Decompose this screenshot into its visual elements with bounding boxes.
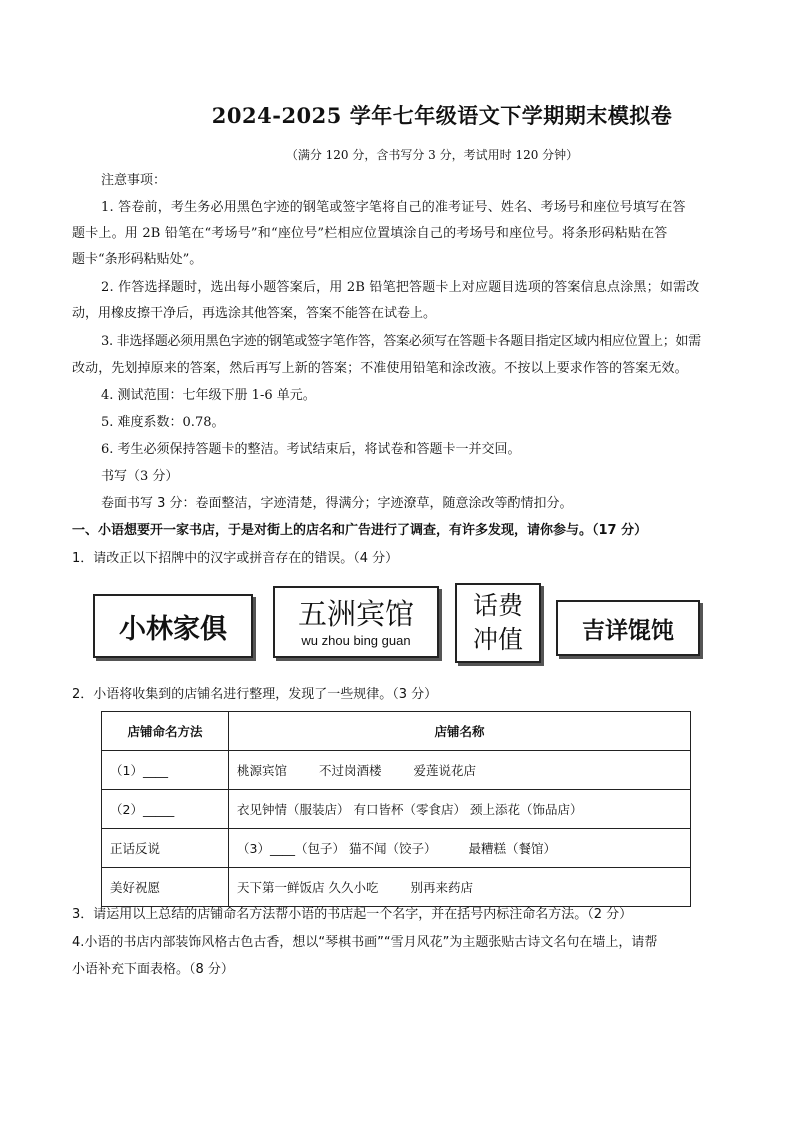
shop-name: 不过岗酒楼	[319, 763, 382, 778]
table-cell-method: （1）____	[102, 751, 229, 790]
shop-name: 最糟糕（餐馆）	[468, 841, 556, 856]
section-1-heading: 一、小语想要开一家书店，于是对街上的店名和广告进行了调查，有许多发现，请你参与。（17 分）	[72, 523, 648, 538]
question-4a: 4.小语的书店内部装饰风格古色古香，想以“琴棋书画”“雪月风花”为主题张贴古诗文名句在墙上，请帮	[72, 935, 658, 950]
shop-name: 有口皆杯（零食店）	[353, 802, 467, 817]
notice-item-1b: 题卡上。用 2B 铅笔在“考场号”和“座位号”栏相应位置填涂自己的考场号和座位号。将条形码粘贴在答	[72, 226, 668, 241]
signboard-hotel	[273, 586, 439, 658]
signboard-phone-credit-line-2: 冲值	[472, 625, 523, 654]
signboard-phone-credit-line-1: 话费	[472, 591, 523, 620]
table-cell-method: （2）_____	[102, 790, 229, 829]
writing-text: 卷面书写 3 分：卷面整洁，字迹清楚，得满分；字迹潦草，随意涂改等酌情扣分。	[101, 496, 573, 511]
table-cell-names	[229, 751, 691, 790]
table-cell-method: 美好祝愿	[102, 868, 229, 907]
notice-item-2b: 动，用橡皮擦干净后，再选涂其他答案，答案不能答在试卷上。	[72, 306, 437, 321]
shop-name: 天下第一鲜饭店	[237, 880, 325, 895]
shop-name: 颈上添花（饰品店）	[470, 802, 583, 817]
exam-title: 2024-2025 学年七年级语文下学期期末模拟卷	[211, 103, 673, 128]
writing-heading: 书写（3 分）	[101, 469, 179, 484]
exam-subtitle: （满分 120 分，含书写分 3 分，考试用时 120 分钟）	[285, 148, 579, 162]
table-cell-names	[229, 790, 691, 829]
signboard-phone-credit	[455, 583, 541, 663]
signboard-hotel-name: 五洲宾馆	[297, 597, 414, 631]
table-row	[102, 868, 691, 907]
question-1: 1．请改正以下招牌中的汉字或拼音存在的错误。（4 分）	[72, 551, 399, 566]
signboard-images	[89, 580, 709, 676]
shop-name: 爱莲说花店	[413, 763, 477, 778]
table-cell-method: 正话反说	[102, 829, 229, 868]
question-3: 3．请运用以上总结的店铺命名方法帮小语的书店起一个名字，并在括号内标注命名方法。（2 分）	[72, 907, 633, 922]
table-row	[102, 829, 691, 868]
signboard-furniture: 小林家俱	[93, 594, 253, 658]
table-row	[102, 751, 691, 790]
signboard-wonton: 吉详馄饨	[556, 600, 700, 656]
notice-heading: 注意事项：	[101, 173, 167, 188]
signboard-hotel-pinyin: wu zhou bing guan	[301, 633, 411, 648]
table-cell-names	[229, 868, 691, 907]
table-header-row	[102, 712, 691, 751]
notice-item-6: 6. 考生必须保持答题卡的整洁。考试结束后，将试卷和答题卡一并交回。	[101, 442, 521, 457]
question-2: 2．小语将收集到的店铺名进行整理，发现了一些规律。（3 分）	[72, 687, 438, 702]
notice-item-3a: 3. 非选择题必须用黑色字迹的钢笔或签字笔作答，答案必须写在答题卡各题目指定区域内相应位置上；如需	[101, 334, 701, 349]
shop-name: 别再来药店	[410, 880, 474, 895]
notice-item-1a: 1. 答卷前，考生务必用黑色字迹的钢笔或签字笔将自己的准考证号、姓名、考场号和座位号填写在答	[101, 200, 686, 215]
notice-item-5: 5. 难度系数：0.78。	[101, 415, 225, 430]
notice-item-1c: 题卡“条形码粘贴处”。	[72, 252, 203, 267]
table-row	[102, 790, 691, 829]
shop-name: 桃源宾馆	[237, 763, 288, 778]
shop-name: 猫不闻（饺子）	[348, 841, 437, 856]
table-header-names: 店铺名称	[229, 712, 691, 751]
shop-naming-table	[101, 711, 691, 907]
notice-item-4: 4. 测试范围：七年级下册 1-6 单元。	[101, 388, 316, 403]
table-header-method: 店铺命名方法	[102, 712, 229, 751]
notice-item-3b: 改动，先划掉原来的答案，然后再写上新的答案；不准使用铅笔和涂改液。不按以上要求作答的答案无效。	[72, 361, 688, 376]
table-cell-names	[229, 829, 691, 868]
shop-name: 衣见钟情（服装店）	[237, 802, 350, 817]
notice-item-2a: 2. 作答选择题时，选出每小题答案后，用 2B 铅笔把答题卡上对应题目选项的答案信息点涂黑；如需改	[101, 280, 700, 295]
shop-name: 久久小吃	[328, 880, 379, 895]
question-4b: 小语补充下面表格。（8 分）	[72, 962, 234, 977]
shop-name: （3）____（包子）	[237, 841, 345, 856]
